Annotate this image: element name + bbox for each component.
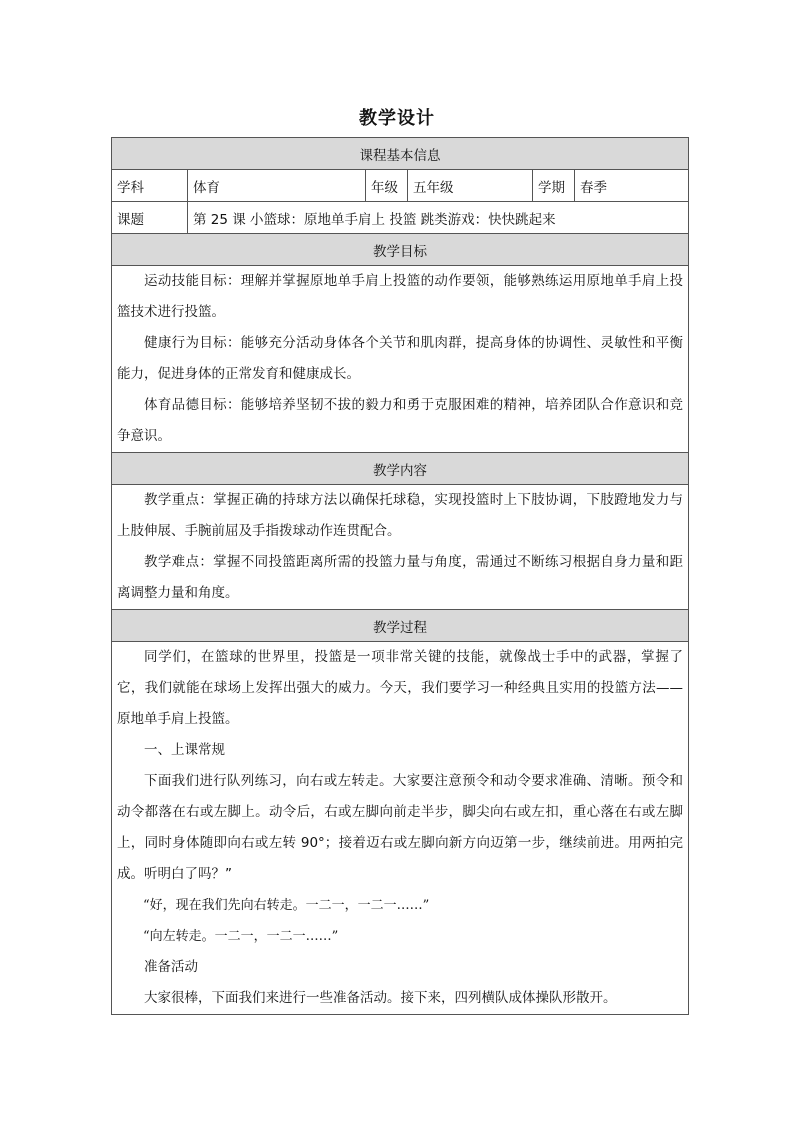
objectives-row: [112, 266, 689, 453]
content-difficulty: 教学难点：掌握不同投篮距离所需的投篮力量与角度，需通过不断练习根据自身力量和距离调整力量和角度。: [117, 554, 684, 601]
process-drill-instructions: 下面我们进行队列练习，向右或左转走。大家要注意预令和动令要求准确、清晰。预令和动令都落在右或左脚上。动令后，右或左脚向前走半步，脚尖向右或左扣，重心落在右或左脚上，同时身体随即向右或左转 90°；接着迈右或左脚向新方向迈第一步，继续前进。用两拍完成。听明白了吗？”: [117, 773, 684, 882]
process-row: [112, 642, 689, 1015]
topic-value: 第 25 课 小篮球：原地单手肩上 投篮 跳类游戏：快快跳起来: [188, 202, 689, 234]
objective-motor-skill: 运动技能目标：理解并掌握原地单手肩上投篮的动作要领，能够熟练运用原地单手肩上投篮技术进行投篮。: [117, 273, 684, 320]
grade-value: 五年级: [408, 170, 533, 202]
process-heading-routine: 一、上课常规: [144, 742, 225, 758]
content-row: [112, 485, 689, 610]
section-header-basic-info: [112, 138, 689, 170]
document-title: 教学设计: [359, 108, 435, 129]
section-title-basic-info: 课程基本信息: [112, 138, 689, 170]
content-body: [112, 485, 689, 610]
term-value: 春季: [575, 170, 689, 202]
lesson-plan-table: [111, 137, 689, 1015]
grade-label: 年级: [366, 170, 408, 202]
section-title-process: 教学过程: [112, 610, 689, 642]
info-row: [112, 170, 689, 202]
section-header-objectives: [112, 234, 689, 266]
process-body: [112, 642, 689, 1015]
objective-health-behavior: 健康行为目标：能够充分活动身体各个关节和肌肉群，提高身体的协调性、灵敏性和平衡能力，促进身体的正常发育和健康成长。: [117, 335, 684, 382]
section-header-content: [112, 453, 689, 485]
objectives-body: [112, 266, 689, 453]
objective-sports-ethics: 体育品德目标：能够培养坚韧不拔的毅力和勇于克服困难的精神，培养团队合作意识和竞争意识。: [117, 397, 684, 444]
section-title-objectives: 教学目标: [112, 234, 689, 266]
process-quote-right-turn: “好，现在我们先向右转走。一二一，一二一……”: [143, 898, 430, 913]
subject-value: 体育: [188, 170, 366, 202]
subject-label: 学科: [112, 170, 188, 202]
topic-row: [112, 202, 689, 234]
process-quote-left-turn: “向左转走。一二一，一二一……”: [143, 929, 339, 944]
process-warmup-text: 大家很棒，下面我们来进行一些准备活动。接下来，四列横队成体操队形散开。: [144, 990, 617, 1006]
content-key-point: 教学重点：掌握正确的持球方法以确保托球稳，实现投篮时上下肢协调，下肢蹬地发力与上肢伸展、手腕前屈及手指拨球动作连贯配合。: [117, 492, 684, 539]
process-intro: 同学们，在篮球的世界里，投篮是一项非常关键的技能，就像战士手中的武器，掌握了它，我们就能在球场上发挥出强大的威力。今天，我们要学习一种经典且实用的投篮方法—— 原地单手肩上投篮。: [117, 649, 684, 727]
term-label: 学期: [533, 170, 575, 202]
section-header-process: [112, 610, 689, 642]
section-title-content: 教学内容: [112, 453, 689, 485]
process-heading-warmup: 准备活动: [144, 959, 198, 975]
topic-label: 课题: [112, 202, 188, 234]
